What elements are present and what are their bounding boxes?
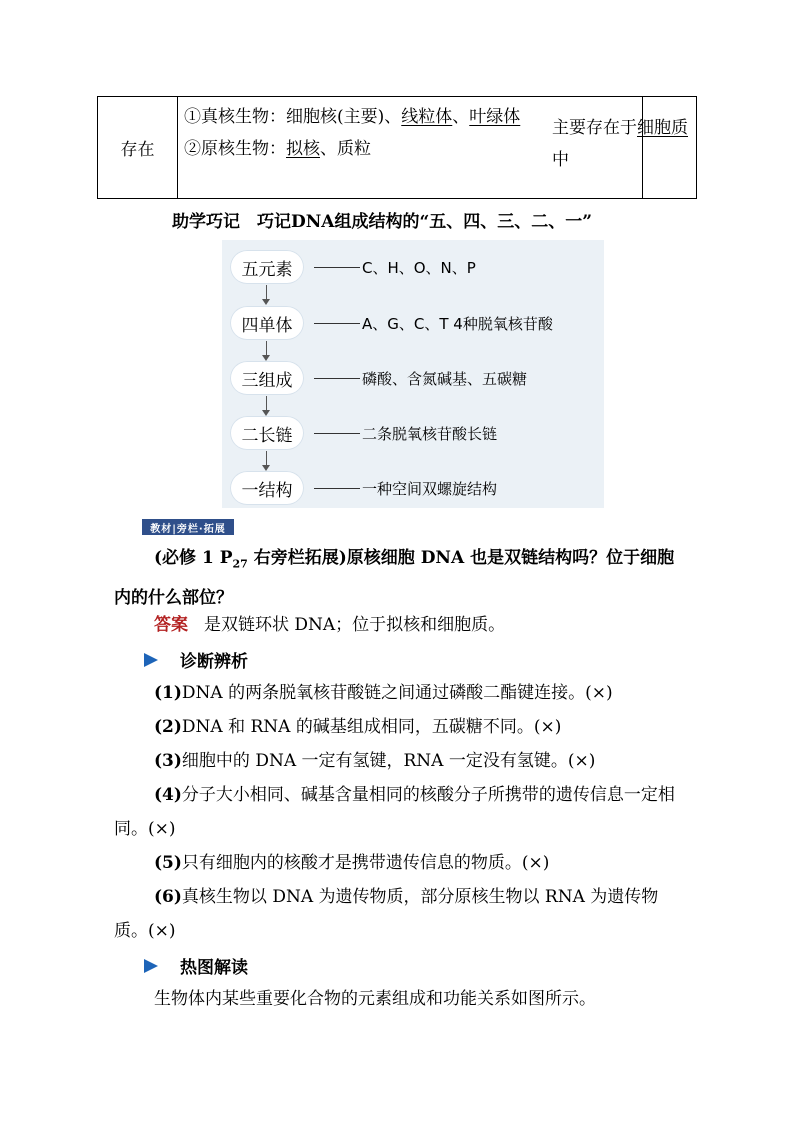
statement-number: (1) bbox=[154, 683, 182, 703]
answer-text: 是双链环状 DNA；位于拟核和细胞质。 bbox=[204, 615, 506, 635]
row-text-components: 磷酸、含氮碱基、五碳糖 bbox=[362, 370, 528, 388]
connector-line bbox=[314, 488, 360, 489]
statement-text: 细胞中的 DNA 一定有氢键，RNA 一定没有氢键。(×) bbox=[181, 751, 596, 771]
down-arrow-icon bbox=[266, 285, 267, 303]
statement-number: (3) bbox=[154, 751, 182, 771]
question-prefix: (必修 1 P bbox=[154, 548, 233, 568]
statement-text: 真核生物以 DNA 为遗传物质，部分原核生物以 RNA 为遗传物质。(×) bbox=[114, 887, 659, 941]
statement-1 bbox=[114, 676, 686, 710]
table-label-cell bbox=[98, 97, 178, 198]
statement-number: (5) bbox=[154, 853, 182, 873]
prokaryote-suffix: 、质粒 bbox=[320, 139, 371, 159]
statement-number: (6) bbox=[154, 887, 182, 907]
separator: 、 bbox=[452, 107, 470, 127]
chloroplast-term: 叶绿体 bbox=[469, 107, 521, 127]
table-label: 存在 bbox=[120, 140, 155, 160]
mitochondria-term: 线粒体 bbox=[401, 107, 453, 127]
statement-4 bbox=[114, 778, 686, 846]
down-arrow-icon bbox=[266, 341, 267, 359]
mnemonic-title: 助学巧记 巧记DNA组成结构的“五、四、三、二、一” bbox=[172, 212, 593, 232]
statement-text: 只有细胞内的核酸才是携带遗传信息的物质。(×) bbox=[181, 853, 550, 873]
statement-text: DNA 的两条脱氧核苷酸链之间通过磷酸二酯键连接。(×) bbox=[181, 683, 613, 703]
statement-text: 分子大小相同、碱基含量相同的核酸分子所携带的遗传信息一定相同。(×) bbox=[114, 785, 675, 839]
triangle-bullet-icon bbox=[144, 959, 158, 973]
row-text-monomers: A、G、C、T 4种脱氧核苷酸 bbox=[362, 315, 553, 333]
connector-line bbox=[314, 433, 360, 434]
nucleoid-term: 拟核 bbox=[286, 139, 320, 159]
pill-three-components: 三组成 bbox=[230, 361, 304, 395]
triangle-bullet-icon bbox=[144, 653, 158, 667]
section-diagnosis bbox=[144, 647, 248, 672]
statement-5 bbox=[114, 846, 686, 880]
connector-line bbox=[314, 267, 360, 268]
connector-line bbox=[314, 378, 360, 379]
down-arrow-icon bbox=[266, 396, 267, 414]
right-suffix: 中 bbox=[552, 150, 569, 170]
prokaryote-prefix: ②原核生物： bbox=[184, 139, 286, 159]
answer-line bbox=[114, 608, 686, 642]
dna-structure-diagram bbox=[222, 240, 604, 508]
question-rest: 右旁栏拓展)原核细胞 DNA 也是双链结构吗？位于细胞内的什么部位？ bbox=[114, 548, 675, 609]
statement-3 bbox=[114, 744, 686, 778]
statement-6 bbox=[114, 880, 686, 948]
row-text-elements: C、H、O、N、P bbox=[362, 259, 476, 277]
down-arrow-icon bbox=[266, 451, 267, 469]
table-right-text bbox=[552, 112, 692, 176]
statement-number: (4) bbox=[154, 785, 182, 805]
row-text-chains: 二条脱氧核苷酸长链 bbox=[362, 425, 498, 443]
textbook-question bbox=[114, 541, 686, 615]
pill-one-structure: 一结构 bbox=[230, 471, 304, 505]
statement-text: DNA 和 RNA 的碱基组成相同，五碳糖不同。(×) bbox=[181, 717, 562, 737]
section-hot-figure bbox=[144, 953, 248, 978]
pill-four-monomers: 四单体 bbox=[230, 306, 304, 340]
right-prefix: 主要存在于 bbox=[552, 118, 637, 138]
answer-label: 答案 bbox=[154, 615, 188, 635]
textbook-tag: 教材|旁栏·拓展 bbox=[142, 519, 234, 535]
page-subscript: 27 bbox=[232, 557, 248, 571]
section-title: 诊断辨析 bbox=[180, 652, 248, 672]
pill-five-elements: 五元素 bbox=[230, 250, 304, 284]
cytoplasm-term: 细胞质 bbox=[637, 118, 688, 138]
section-title: 热图解读 bbox=[180, 958, 248, 978]
figure-intro: 生物体内某些重要化合物的元素组成和功能关系如图所示。 bbox=[154, 989, 596, 1009]
row-text-structure: 一种空间双螺旋结构 bbox=[362, 480, 498, 498]
statement-number: (2) bbox=[154, 717, 182, 737]
eukaryote-prefix: ①真核生物：细胞核(主要)、 bbox=[184, 107, 402, 127]
statement-2 bbox=[114, 710, 686, 744]
connector-line bbox=[314, 323, 360, 324]
pill-two-chains: 二长链 bbox=[230, 416, 304, 450]
